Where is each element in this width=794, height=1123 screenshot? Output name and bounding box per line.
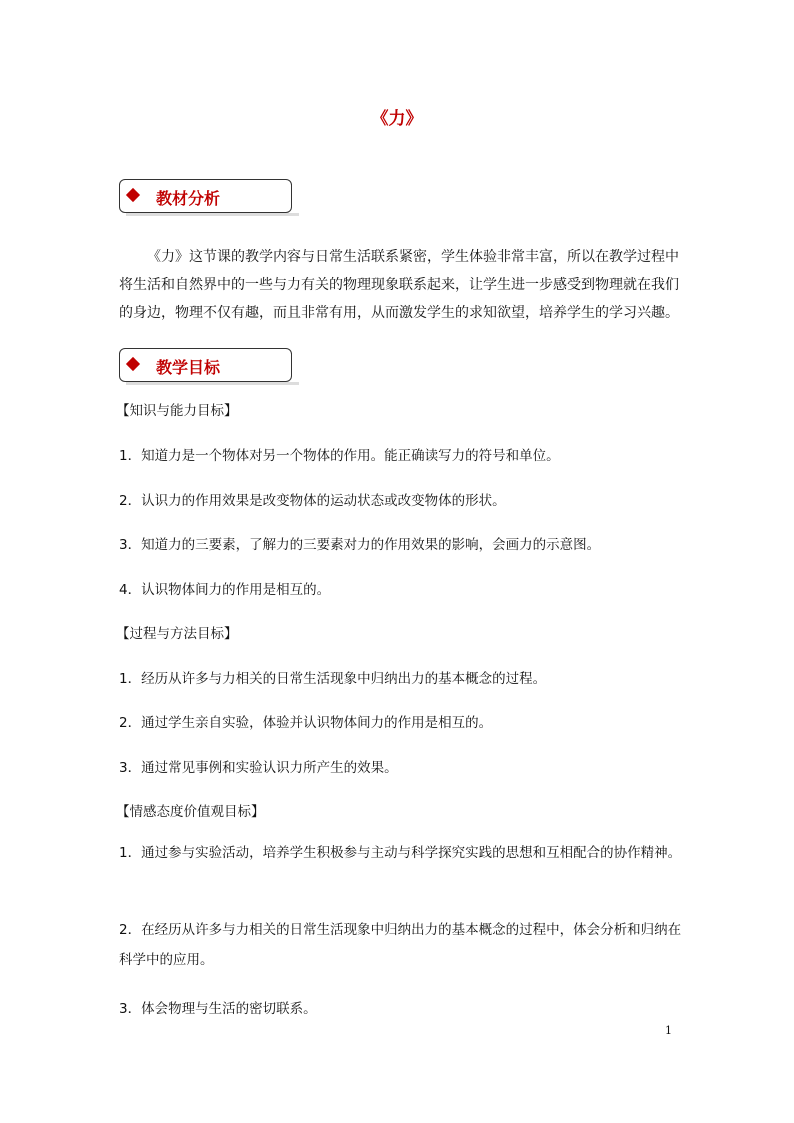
page-number: 1 [665, 1024, 672, 1037]
analysis-paragraph: 《力》这节课的教学内容与日常生活联系紧密，学生体验非常丰富，所以在教学过程中将生活和自然界中的一些与力有关的物理现象联系起来，让学生进一步感受到物理就在我们的身边，物理不仅有趣，而且非常有用，从而激发学生的求知欲望，培养学生的学习兴趣。 [119, 249, 679, 321]
list-item: 2．通过学生亲自实验，体验并认识物体间力的作用是相互的。 [119, 715, 493, 731]
section-title: 教学目标 [156, 358, 221, 377]
section-title: 教材分析 [156, 189, 221, 208]
document-title: 《力》 [371, 109, 423, 129]
subheading-emotion: 【情感态度价值观目标】 [116, 804, 265, 820]
section-header-analysis [119, 179, 292, 213]
list-item: 1．经历从许多与力相关的日常生活现象中归纳出力的基本概念的过程。 [119, 671, 547, 687]
subheading-process: 【过程与方法目标】 [116, 626, 238, 642]
diamond-bullet-icon [126, 188, 140, 202]
list-item: 3．体会物理与生活的密切联系。 [119, 1001, 317, 1017]
list-item: 2．认识力的作用效果是改变物体的运动状态或改变物体的形状。 [119, 493, 506, 509]
list-item: 1．知道力是一个物体对另一个物体的作用。能正确读写力的符号和单位。 [119, 448, 560, 464]
section-shadow [126, 213, 299, 216]
list-item: 2．在经历从许多与力相关的日常生活现象中归纳出力的基本概念的过程中，体会分析和归纳在科学中的应用。 [119, 922, 682, 968]
list-item: 4．认识物体间力的作用是相互的。 [119, 582, 331, 598]
list-item: 3．通过常见事例和实验认识力所产生的效果。 [119, 760, 398, 776]
list-item: 3．知道力的三要素，了解力的三要素对力的作用效果的影响，会画力的示意图。 [119, 537, 601, 553]
subheading-knowledge: 【知识与能力目标】 [116, 403, 238, 419]
diamond-bullet-icon [126, 357, 140, 371]
list-item: 1．通过参与实验活动，培养学生积极参与主动与科学探究实践的思想和互相配合的协作精神。 [119, 845, 682, 861]
section-header-goals [119, 348, 292, 382]
section-shadow [126, 382, 299, 385]
